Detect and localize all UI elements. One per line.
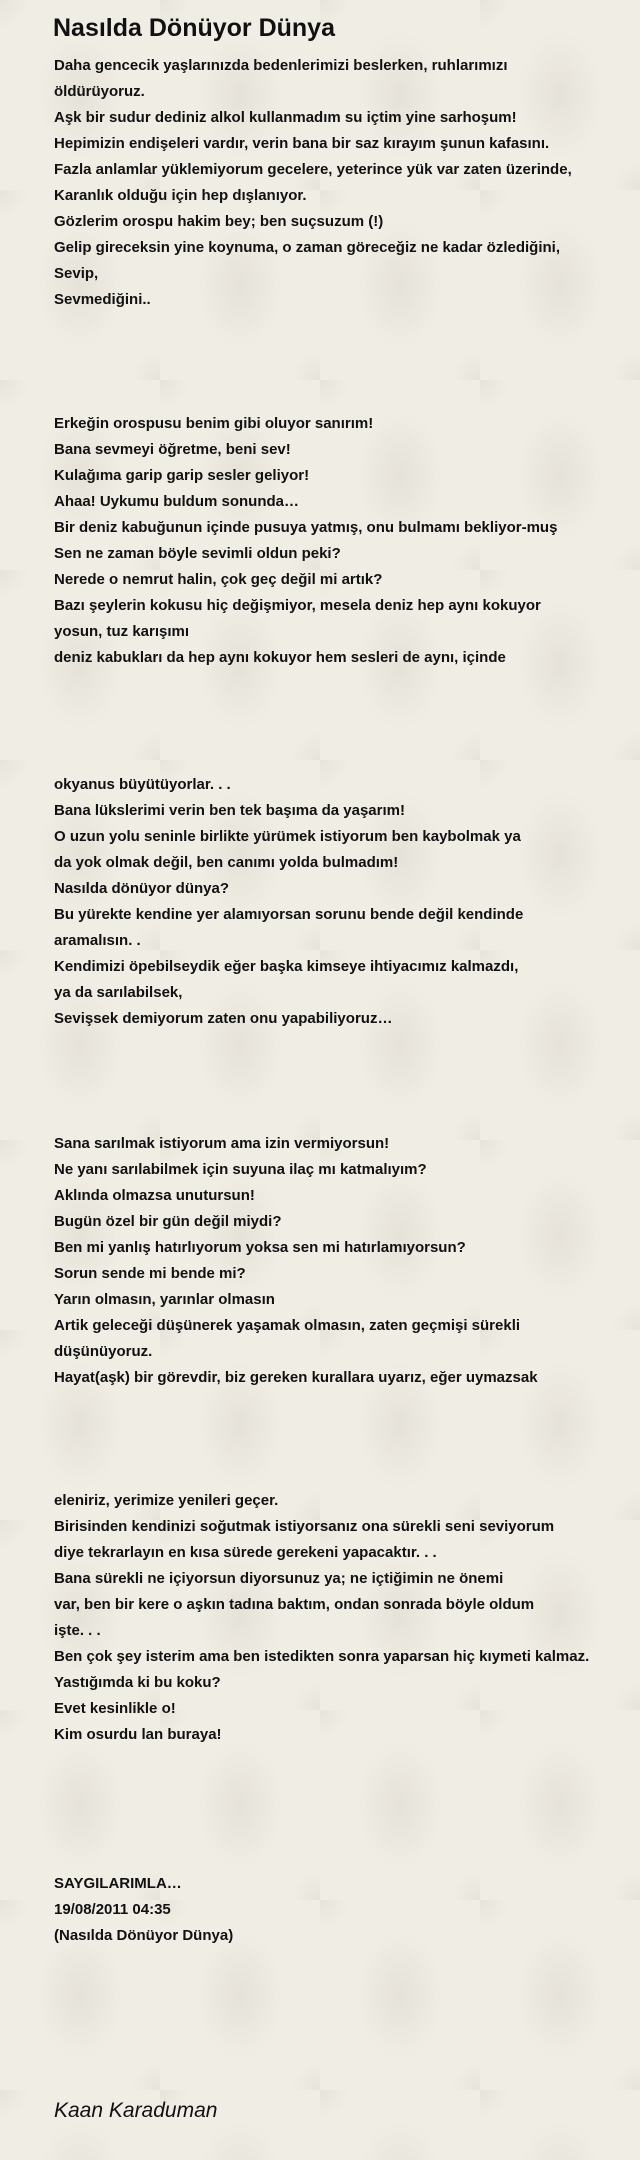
poem-line: aramalısın. .: [54, 932, 141, 949]
poem-line: Sevmediğini..: [54, 291, 151, 308]
poem-line: Kulağıma garip garip sesler geliyor!: [54, 467, 310, 484]
poem-line: Sevip,: [54, 265, 99, 282]
poem-line: Bugün özel bir gün değil miydi?: [54, 1213, 282, 1230]
poem-line: Sorun sende mi bende mi?: [54, 1265, 246, 1282]
poem-line: O uzun yolu seninle birlikte yürümek istiyorum ben kaybolmak ya: [54, 828, 521, 845]
stanza-5: [54, 1488, 589, 1748]
poem-line: Bana lükslerimi verin ben tek başıma da yaşarım!: [54, 802, 405, 819]
poem-line: eleniriz, yerimize yenileri geçer.: [54, 1492, 279, 1509]
poem-line: da yok olmak değil, ben canımı yolda bulmadım!: [54, 854, 399, 871]
poem-line: Erkeğin orospusu benim gibi oluyor sanırım!: [54, 415, 374, 432]
poem-line: Ne yanı sarılabilmek için suyuna ilaç mı katmalıyım?: [54, 1161, 427, 1178]
closing-line: SAYGILARIMLA…: [54, 1875, 182, 1892]
poem-line: Yarın olmasın, yarınlar olmasın: [54, 1291, 275, 1308]
poem-line: Aklında olmazsa unutursun!: [54, 1187, 255, 1204]
poem-line: Bir deniz kabuğunun içinde pusuya yatmış, onu bulmamı bekliyor-muş: [54, 519, 558, 536]
poem-line: Ben çok şey isterim ama ben istedikten sonra yaparsan hiç kıymeti kalmaz.: [54, 1648, 590, 1665]
poem-line: Birisinden kendinizi soğutmak istiyorsanız ona sürekli seni seviyorum: [54, 1518, 555, 1535]
poem-line: Bana sürekli ne içiyorsun diyorsunuz ya; ne içtiğimin ne önemi: [54, 1570, 504, 1587]
stanza-1: [54, 53, 572, 313]
stanza-3: [54, 772, 523, 1032]
stanza-2: [54, 411, 557, 671]
poem-line: ya da sarılabilsek,: [54, 984, 183, 1001]
poem-line: Sen ne zaman böyle sevimli oldun peki?: [54, 545, 341, 562]
poem-line: Gelip gireceksin yine koynuma, o zaman göreceğiz ne kadar özlediğini,: [54, 239, 560, 256]
poem-line: okyanus büyütüyorlar. . .: [54, 776, 231, 793]
poem-line: Ben mi yanlış hatırlıyorum yoksa sen mi hatırlamıyorsun?: [54, 1239, 466, 1256]
poem-reference-line: (Nasılda Dönüyor Dünya): [54, 1927, 234, 1944]
poem-line: işte. . .: [54, 1622, 101, 1639]
poem-line: Sana sarılmak istiyorum ama izin vermiyorsun!: [54, 1135, 390, 1152]
poem-line: Karanlık olduğu için hep dışlanıyor.: [54, 187, 307, 204]
poem-line: düşünüyoruz.: [54, 1343, 153, 1360]
poem-line: Kim osurdu lan buraya!: [54, 1726, 222, 1743]
poem-line: Artik geleceği düşünerek yaşamak olmasın, zaten geçmişi sürekli: [54, 1317, 521, 1334]
poem-line: yosun, tuz karışımı: [54, 623, 190, 640]
author-name: Kaan Karaduman: [54, 2099, 218, 2122]
poem-line: diye tekrarlayın en kısa sürede gerekeni yapacaktır. . .: [54, 1544, 437, 1561]
poem-line: var, ben bir kere o aşkın tadına baktım, ondan sonrada böyle oldum: [54, 1596, 535, 1613]
poem-line: Evet kesinlikle o!: [54, 1700, 176, 1717]
poem-line: Ahaa! Uykumu buldum sonunda…: [54, 493, 300, 510]
stanza-4: [54, 1131, 538, 1391]
poem-line: Bana sevmeyi öğretme, beni sev!: [54, 441, 291, 458]
poem-title: Nasılda Dönüyor Dünya: [53, 14, 335, 42]
poem-line: Daha gencecik yaşlarınızda bedenlerimizi beslerken, ruhlarımızı: [54, 57, 508, 74]
signature-block: [54, 1871, 233, 1949]
poem-line: Aşk bir sudur dediniz alkol kullanmadım su içtim yine sarhoşum!: [54, 109, 517, 126]
poem-line: öldürüyoruz.: [54, 83, 145, 100]
poem-line: Hepimizin endişeleri vardır, verin bana bir saz kırayım şunun kafasını.: [54, 135, 550, 152]
poem-line: deniz kabukları da hep aynı kokuyor hem sesleri de aynı, içinde: [54, 649, 506, 666]
poem-line: Fazla anlamlar yüklemiyorum gecelere, yeterince yük var zaten üzerinde,: [54, 161, 572, 178]
poem-line: Nasılda dönüyor dünya?: [54, 880, 230, 897]
poem-line: Bu yürekte kendine yer alamıyorsan sorunu bende değil kendinde: [54, 906, 524, 923]
poem-line: Kendimizi öpebilseydik eğer başka kimseye ihtiyacımız kalmazdı,: [54, 958, 519, 975]
poem-line: Bazı şeylerin kokusu hiç değişmiyor, mesela deniz hep aynı kokuyor: [54, 597, 541, 614]
date-line: 19/08/2011 04:35: [54, 1901, 171, 1918]
poem-line: Yastığımda ki bu koku?: [54, 1674, 221, 1691]
poem-line: Gözlerim orospu hakim bey; ben suçsuzum (!): [54, 213, 384, 230]
poem-line: Hayat(aşk) bir görevdir, biz gereken kurallara uyarız, eğer uymazsak: [54, 1369, 538, 1386]
poem-line: Nerede o nemrut halin, çok geç değil mi artık?: [54, 571, 383, 588]
poem-line: Sevişsek demiyorum zaten onu yapabiliyoruz…: [54, 1010, 393, 1027]
